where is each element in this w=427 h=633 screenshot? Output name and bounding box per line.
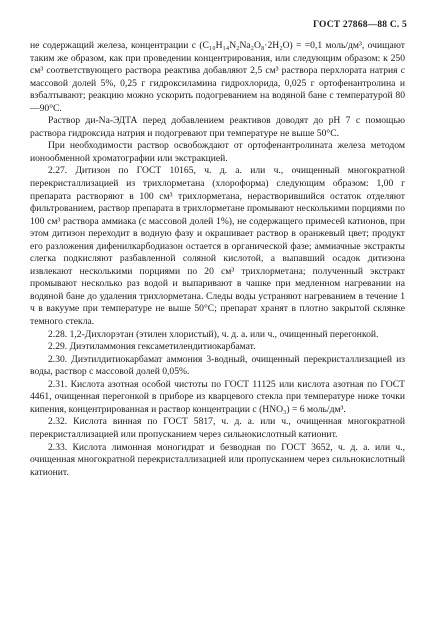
paragraph-2-28: 2.28. 1,2-Дихлорэтан (этилен хлористый), ч. д. а. или ч., очищенный перегонкой. [48,328,379,340]
paragraph-2-30: 2.30. Диэтилдитиокарбамат аммония 3-водный, очищенный перекристаллизацией из воды, раствор с массовой долей 0,05%. [30,353,405,378]
paragraph-purification: При необходимости раствор освобождают от ортофенантролината железа методом ионообменной хроматографии или экстракцией. [30,140,405,164]
paragraph-2-31: 2.31. Кислота азотная особой чистоты по ГОСТ 11125 или кислота азотная по ГОСТ 4461, очищенная перегонкой в приборе из кварцевого стекла при температуре ниже точки кипения, концентрированная и раствор концентрации c (HNO₃) = 6 моль/дм³. [30,378,405,415]
paragraph-edta-ph: Раствор ди-Na-ЭДТА перед добавлением реактивов доводят до рН 7 с помощью раствора гидроксида натрия и подогревают при температуре не выше 50°С. [30,115,405,139]
document-body [30,40,405,479]
paragraph-2-33: 2.33. Кислота лимонная моногидрат и безводная по ГОСТ 3652, ч. д. а. или ч., очищенная многократной перекристаллизацией или пропусканием через сильнокислотный катионит. [30,441,405,478]
paragraph-2-27: 2.27. Дитизон по ГОСТ 10165, ч. д. а. или ч., очищенный многократной перекристаллизацией из трихлорметана (хлороформа) следующим образом: 1,00 г препарата растворяют в 100 см³ трихлорметана, нерастворившийся остаток отделяют фильтрованием, раствор препарата в трихлорметане промывают несколькими порциями по 100 см³ раствора аммиака (с массовой долей 1%), не содержащего примесей катионов, при этом дитизон переходит в водную фазу и окрашивает раствор в оранжевый цвет; продукт его разложения дифенилкарбодиазон остается в органической фазе; аммиачные экстракты слегка подкисляют разбавленной соляной кислотой, а выпавший осадок дитизона извлекают несколькими порциями по 20 см³ трихлорметана; полученный экстракт промывают несколько раз водой и выпаривают в чашке при медленном нагревании на водяной бане до удаления трихлорметана. Следы воды устраняют нагреванием в течение 1 ч в вакууме при температуре не выше 50°С; препарат хранят в плотно закрытой склянке темного стекла. [30,165,405,328]
paragraph-continuation: не содержащий железа, концентрации c (C₁₀H₁₄N₂Na₂O₈·2H₂O) = =0,1 моль/дм³, очищают таким же образом, как при проведении концентрирования, или следующим образом: к 250 см³ соответствующего раствора реактива добавляют 2,5 см³ раствора перхлората натрия с массовой долей 5%, 0,25 г гидроксиламина гидрохлорида, 0,025 г ортофенантролина и взбалтывают; реакцию можно ускорить подогреванием на водяной бане с температурой 80—90°С. [30,40,405,114]
paragraph-2-29: 2.29. Диэтиламмония гексаметилендитиокарбамат. [48,341,256,353]
paragraph-2-32: 2.32. Кислота винная по ГОСТ 5817, ч. д. а. или ч., очищенная многократной перекристаллизацией или пропусканием через сильнокислотный катионит. [30,416,405,440]
page-header: ГОСТ 27868—88 С. 5 [313,20,407,30]
